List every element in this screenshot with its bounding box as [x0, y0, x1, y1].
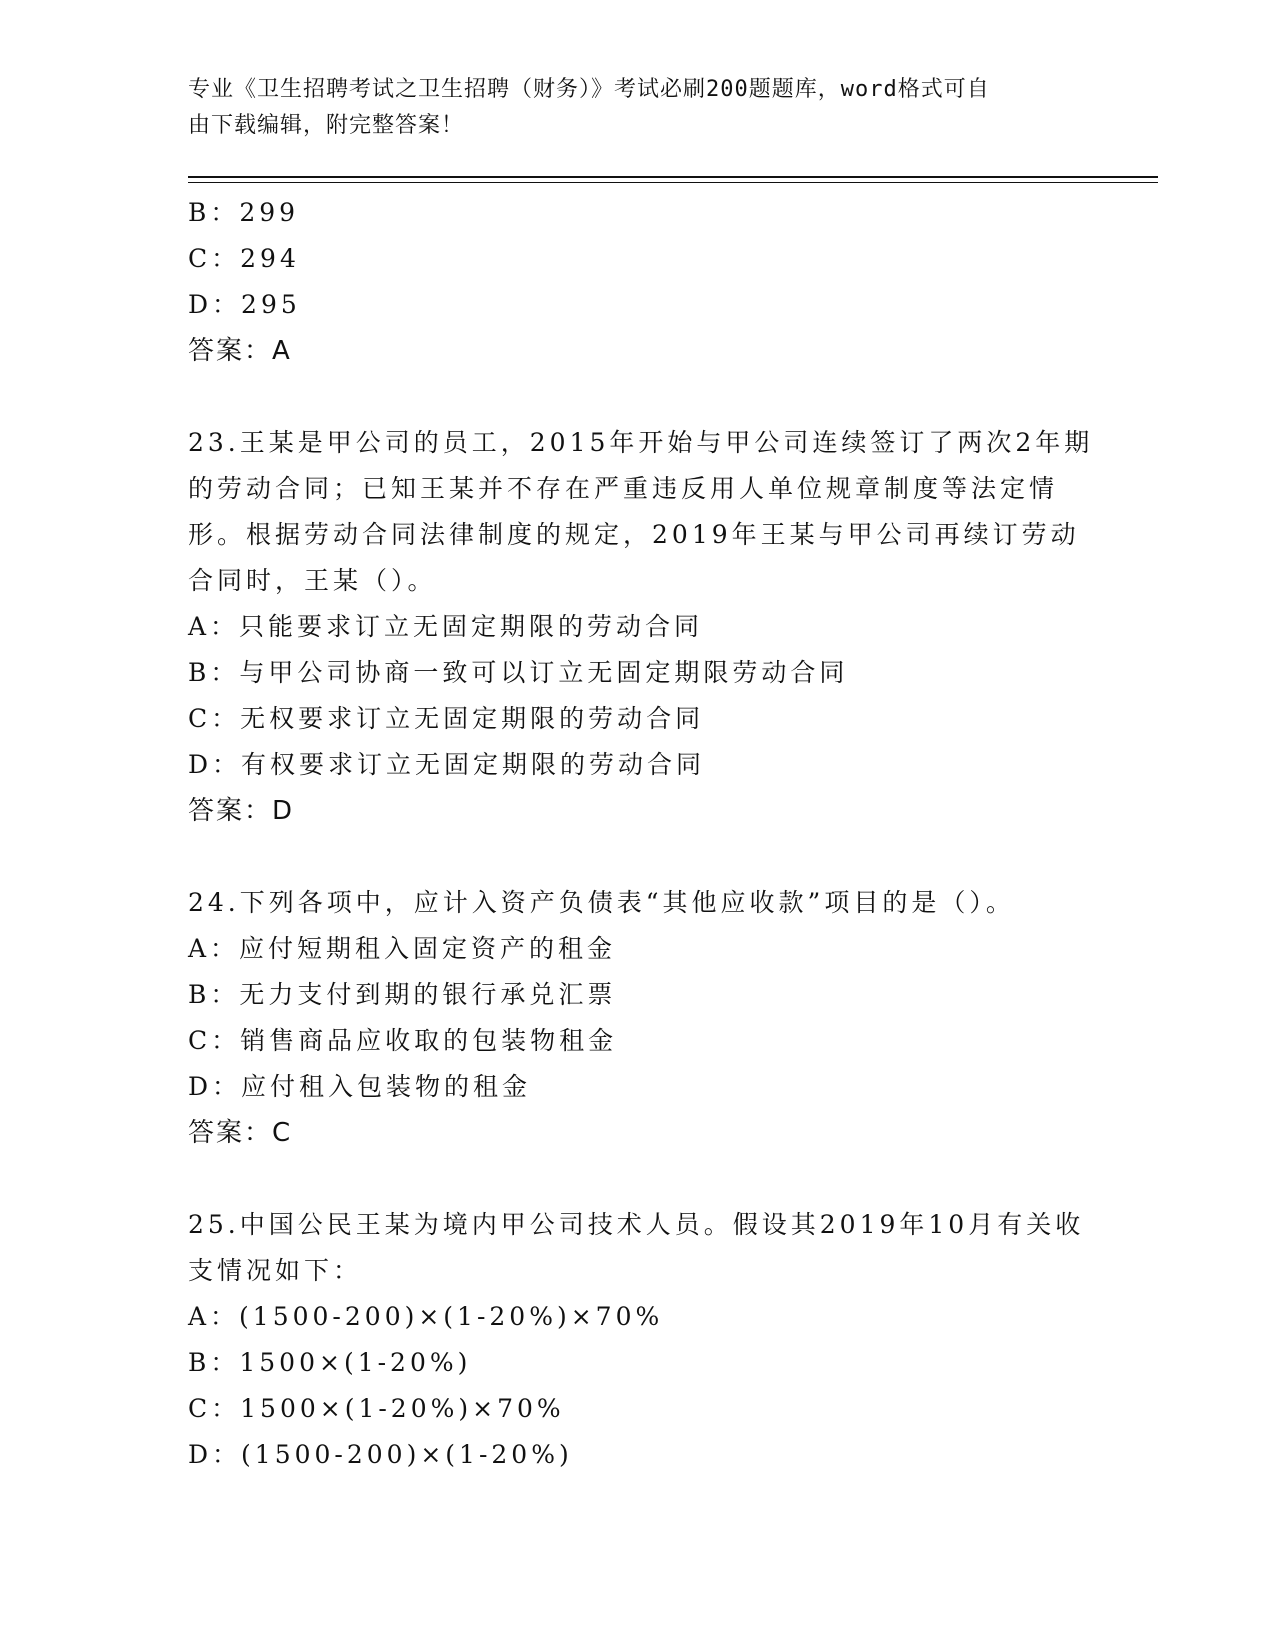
option-d: D：295	[188, 290, 301, 319]
answer-text: 答案：D	[188, 796, 295, 826]
question-22-tail	[188, 190, 1088, 374]
option-d: D：(1500-200)×(1-20%)	[188, 1440, 573, 1469]
option-a: A：(1500-200)×(1-20%)×70%	[188, 1302, 664, 1331]
option-c: C：1500×(1-20%)×70%	[188, 1394, 565, 1423]
option-d: D：应付租入包装物的租金	[188, 1072, 532, 1101]
header-line-1: 专业《卫生招聘考试之卫生招聘（财务）》考试必刷200题题库，word格式可自	[188, 77, 990, 102]
option-a: A：应付短期租入固定资产的租金	[188, 934, 617, 963]
header-rule-thin	[188, 182, 1158, 183]
question-stem-line: 支情况如下：	[188, 1256, 363, 1285]
option-b: B：299	[188, 198, 300, 227]
question-23	[188, 420, 1094, 834]
question-content	[188, 190, 1094, 1478]
question-stem-line: 24.下列各项中，应计入资产负债表“其他应收款”项目的是（）。	[188, 888, 1015, 917]
answer-text: 答案：A	[188, 336, 292, 366]
option-b: B：1500×(1-20%)	[188, 1348, 472, 1377]
option-b: B：无力支付到期的银行承兑汇票	[188, 980, 617, 1009]
option-a: A：只能要求订立无固定期限的劳动合同	[188, 612, 704, 641]
page-header	[188, 72, 1068, 144]
option-c: C：无权要求订立无固定期限的劳动合同	[188, 704, 705, 733]
question-25	[188, 1202, 1088, 1478]
option-c: C：销售商品应收取的包装物租金	[188, 1026, 618, 1055]
header-rule-thick	[188, 176, 1158, 178]
question-stem-line: 的劳动合同；已知王某并不存在严重违反用人单位规章制度等法定情	[188, 474, 1059, 503]
question-stem-line: 形。根据劳动合同法律制度的规定，2019年王某与甲公司再续订劳动	[188, 520, 1080, 549]
header-line-2: 由下载编辑，附完整答案！	[188, 113, 465, 138]
option-c: C：294	[188, 244, 300, 273]
question-stem-line: 25.中国公民王某为境内甲公司技术人员。假设其2019年10月有关收	[188, 1210, 1085, 1239]
answer-text: 答案：C	[188, 1118, 293, 1148]
question-stem-line: 23.王某是甲公司的员工，2015年开始与甲公司连续签订了两次2年期	[188, 428, 1094, 457]
option-b: B：与甲公司协商一致可以订立无固定期限劳动合同	[188, 658, 849, 687]
option-d: D：有权要求订立无固定期限的劳动合同	[188, 750, 706, 779]
question-24	[188, 880, 1088, 1156]
question-stem-line: 合同时，王某（）。	[188, 566, 437, 595]
